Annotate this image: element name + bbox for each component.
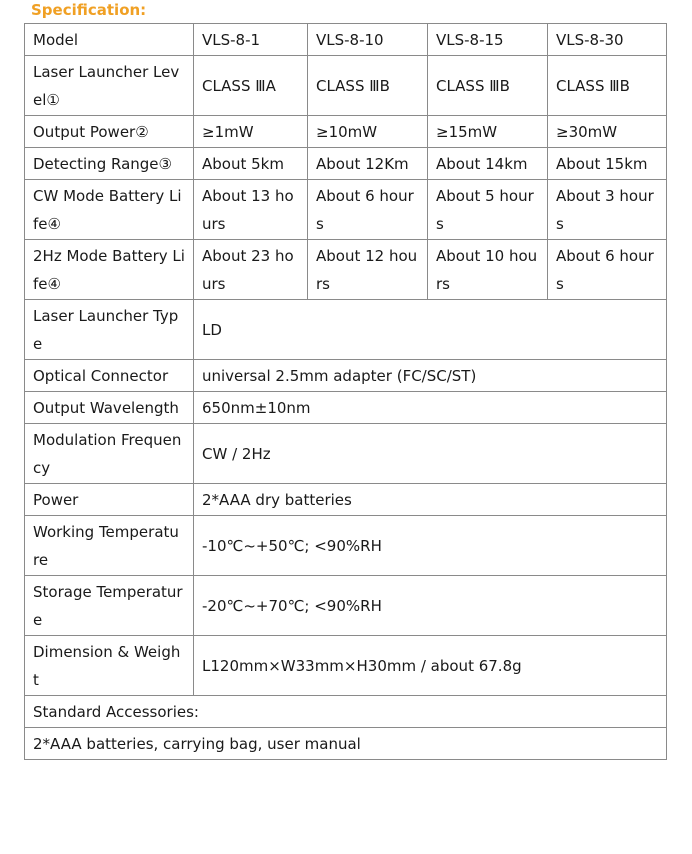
value-cell: About 5km xyxy=(194,148,308,180)
row-label: 2Hz Mode Battery Life④ xyxy=(25,240,194,300)
table-row-optical-connector xyxy=(25,360,667,392)
value-cell: About 12 hours xyxy=(308,240,428,300)
value-cell: LD xyxy=(194,300,667,360)
value-cell: -10℃~+50℃; <90%RH xyxy=(194,516,667,576)
row-label: CW Mode Battery Life④ xyxy=(25,180,194,240)
value-cell: L120mm×W33mm×H30mm / about 67.8g xyxy=(194,636,667,696)
value-cell: CLASS ⅢB xyxy=(308,56,428,116)
table-row-working-temperature xyxy=(25,516,667,576)
value-cell: ≥30mW xyxy=(548,116,667,148)
model-name-cell: VLS-8-1 xyxy=(194,24,308,56)
row-label: Model xyxy=(25,24,194,56)
row-label: Detecting Range③ xyxy=(25,148,194,180)
value-cell: About 13 hours xyxy=(194,180,308,240)
value-cell: 2*AAA dry batteries xyxy=(194,484,667,516)
row-label: Working Temperature xyxy=(25,516,194,576)
value-cell: About 23 hours xyxy=(194,240,308,300)
row-label: Storage Temperature xyxy=(25,576,194,636)
value-cell: ≥15mW xyxy=(428,116,548,148)
spec-table xyxy=(24,23,667,760)
value-cell: CW / 2Hz xyxy=(194,424,667,484)
value-cell: About 3 hours xyxy=(548,180,667,240)
value-cell: About 10 hours xyxy=(428,240,548,300)
accessories-label: Standard Accessories: xyxy=(25,696,667,728)
value-cell: CLASS ⅢA xyxy=(194,56,308,116)
table-row-model xyxy=(25,24,667,56)
row-label: Optical Connector xyxy=(25,360,194,392)
value-cell: About 15km xyxy=(548,148,667,180)
table-row-power xyxy=(25,484,667,516)
value-cell: ≥1mW xyxy=(194,116,308,148)
value-cell: CLASS ⅢB xyxy=(548,56,667,116)
table-row-modulation-frequency xyxy=(25,424,667,484)
table-row-detecting-range xyxy=(25,148,667,180)
row-label: Output Power② xyxy=(25,116,194,148)
row-label: Laser Launcher Type xyxy=(25,300,194,360)
table-row-storage-temperature xyxy=(25,576,667,636)
table-row-output-power xyxy=(25,116,667,148)
row-label: Output Wavelength xyxy=(25,392,194,424)
value-cell: About 6 hours xyxy=(308,180,428,240)
value-cell: About 6 hours xyxy=(548,240,667,300)
row-label: Laser Launcher Level① xyxy=(25,56,194,116)
row-label: Dimension & Weight xyxy=(25,636,194,696)
table-row-dimension-weight xyxy=(25,636,667,696)
table-row-accessories-value xyxy=(25,728,667,760)
row-label: Modulation Frequency xyxy=(25,424,194,484)
table-row-2hz-battery xyxy=(25,240,667,300)
value-cell: About 12Km xyxy=(308,148,428,180)
value-cell: universal 2.5mm adapter (FC/SC/ST) xyxy=(194,360,667,392)
row-label: Power xyxy=(25,484,194,516)
model-name-cell: VLS-8-30 xyxy=(548,24,667,56)
table-row-launcher-type xyxy=(25,300,667,360)
value-cell: CLASS ⅢB xyxy=(428,56,548,116)
spec-heading: Specification: xyxy=(31,1,147,19)
value-cell: 650nm±10nm xyxy=(194,392,667,424)
table-row-accessories-label xyxy=(25,696,667,728)
table-row-output-wavelength xyxy=(25,392,667,424)
table-row-cw-battery xyxy=(25,180,667,240)
value-cell: About 14km xyxy=(428,148,548,180)
value-cell: ≥10mW xyxy=(308,116,428,148)
model-name-cell: VLS-8-10 xyxy=(308,24,428,56)
table-row-laser-level xyxy=(25,56,667,116)
value-cell: -20℃~+70℃; <90%RH xyxy=(194,576,667,636)
accessories-value: 2*AAA batteries, carrying bag, user manual xyxy=(25,728,667,760)
value-cell: About 5 hours xyxy=(428,180,548,240)
model-name-cell: VLS-8-15 xyxy=(428,24,548,56)
